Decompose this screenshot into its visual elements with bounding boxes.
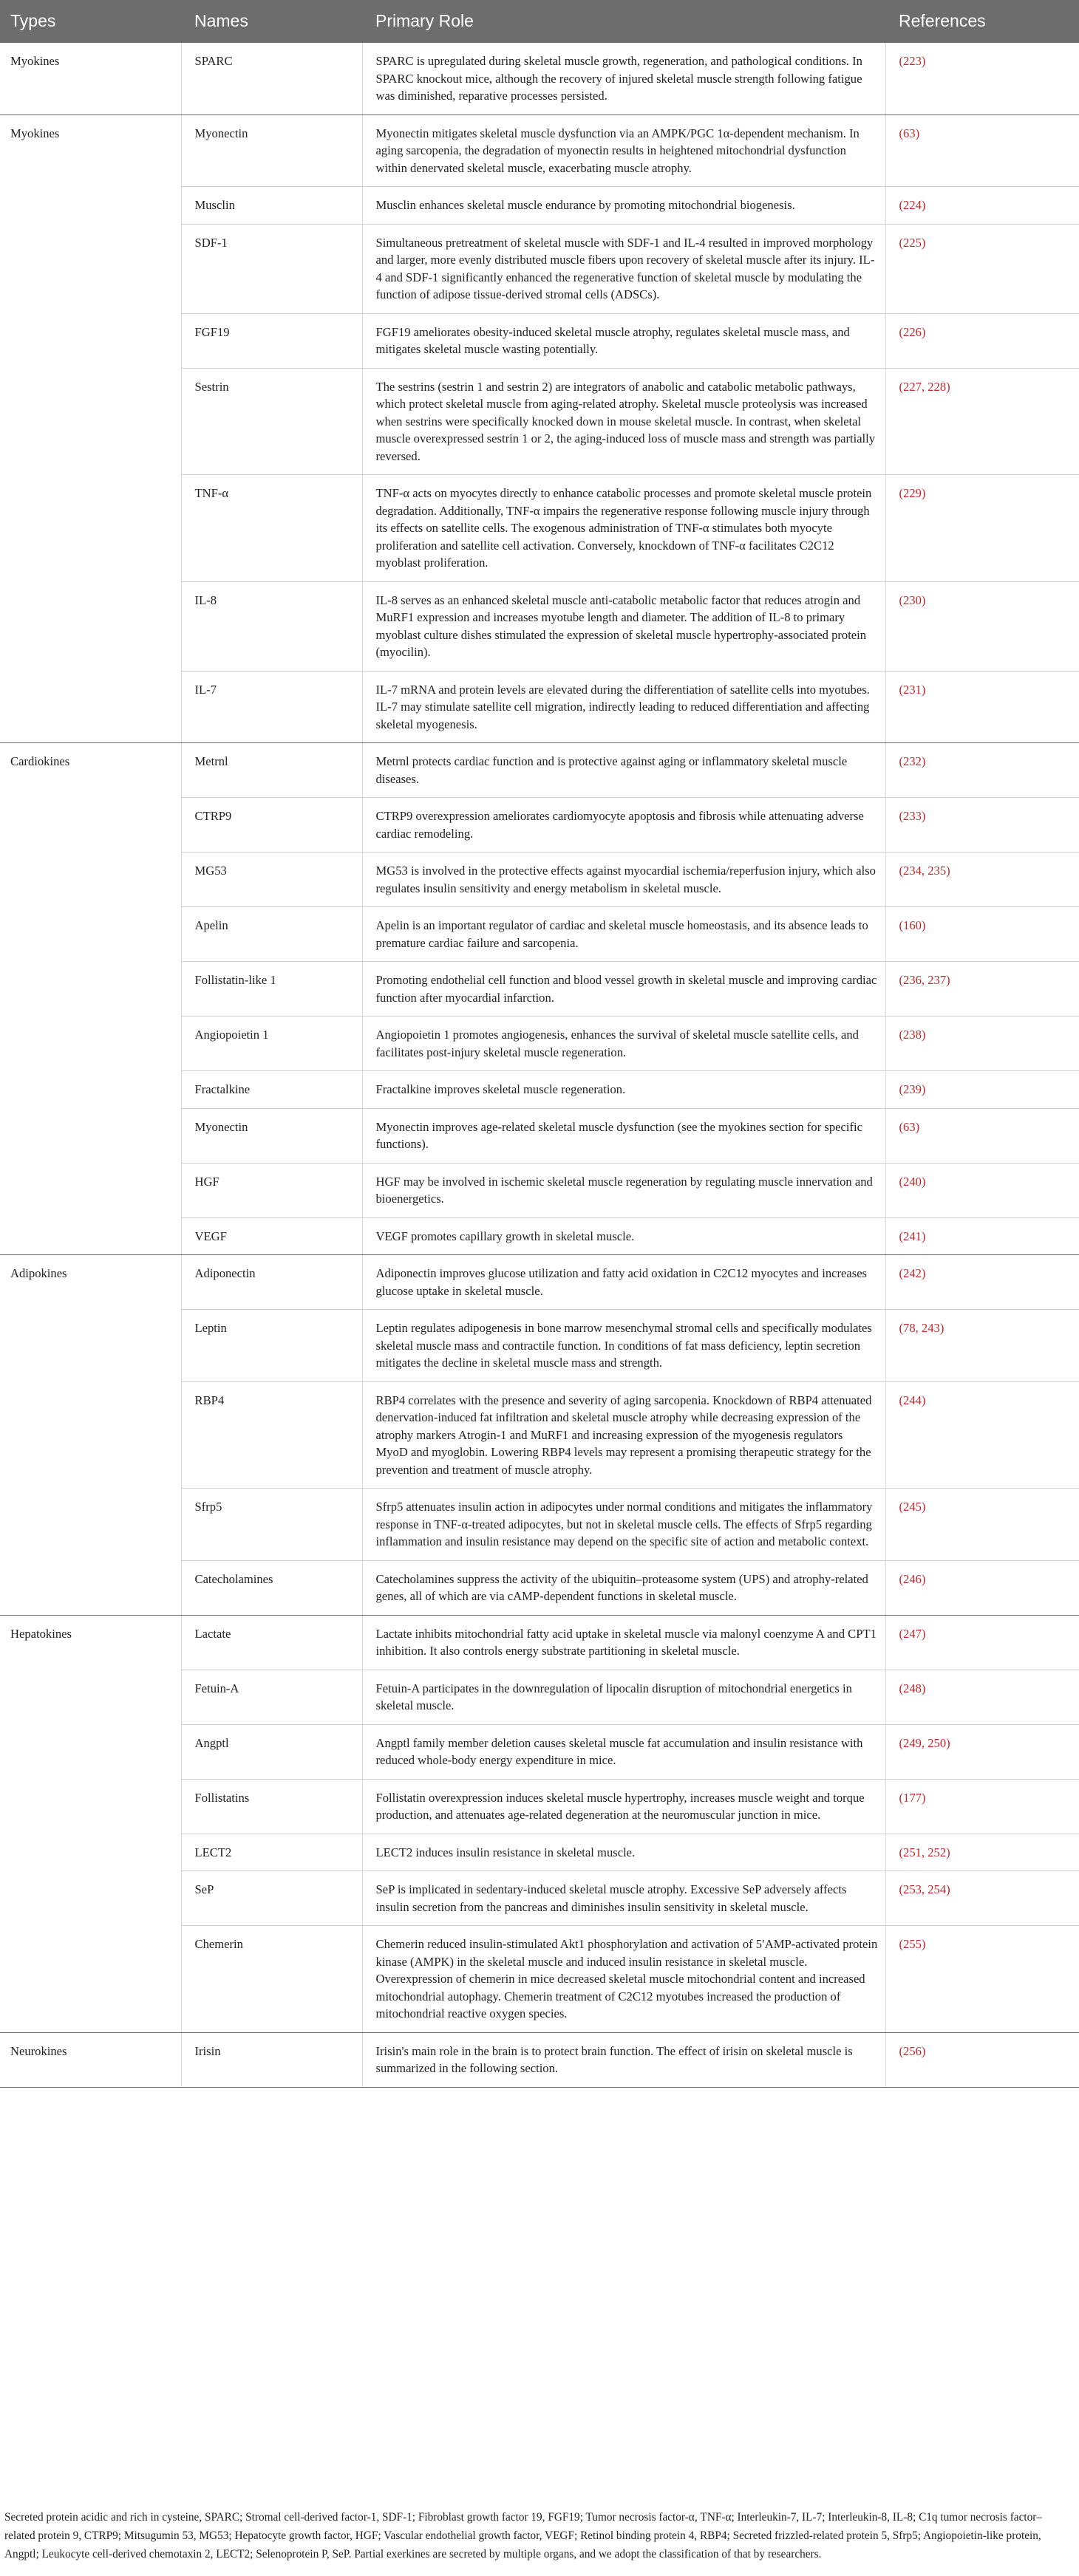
table-row	[0, 1255, 1079, 1310]
reference-link[interactable]: 255	[903, 1937, 922, 1951]
reference-list: (245)	[899, 1500, 926, 1514]
references-cell	[885, 581, 1079, 671]
primary-role-cell: Myonectin mitigates skeletal muscle dysfunction via an AMPK/PGC 1α-dependent mechanism. In aging sarcopenia, the degradation of myonectin results in heightened mitochondrial dysfunction within denervated skeletal muscle, exacerbating muscle atrophy.	[362, 115, 885, 187]
primary-role-cell: Follistatin overexpression induces skeletal muscle hypertrophy, increases muscle weight and torque production, and attenuates age-related degeneration at the neuromuscular junction in mice.	[362, 1779, 885, 1834]
primary-role-cell: SPARC is upregulated during skeletal muscle growth, regeneration, and pathological conditions. In SPARC knockout mice, although the recovery of injured skeletal muscle strength following fatigue was diminished, reparative processes persisted.	[362, 43, 885, 115]
reference-list: (234, 235)	[899, 864, 950, 878]
reference-list: (241)	[899, 1229, 926, 1243]
name-cell: Angiopoietin 1	[181, 1017, 362, 1071]
reference-list: (238)	[899, 1028, 926, 1042]
references-cell	[885, 1615, 1079, 1670]
reference-link[interactable]: 252	[927, 1845, 947, 1859]
reference-list: (223)	[899, 54, 926, 68]
reference-list: (253, 254)	[899, 1882, 950, 1896]
reference-link[interactable]: 235	[927, 864, 947, 878]
references-cell	[885, 115, 1079, 187]
name-cell: Sestrin	[181, 368, 362, 475]
header-primary-role: Primary Role	[362, 0, 885, 43]
references-cell	[885, 1670, 1079, 1724]
name-cell: Chemerin	[181, 1926, 362, 2033]
name-cell: Musclin	[181, 187, 362, 225]
references-cell	[885, 368, 1079, 475]
primary-role-cell: LECT2 induces insulin resistance in skeletal muscle.	[362, 1834, 885, 1871]
name-cell: Fractalkine	[181, 1071, 362, 1109]
reference-list: (247)	[899, 1626, 926, 1641]
name-cell: Follistatins	[181, 1779, 362, 1834]
primary-role-cell: Sfrp5 attenuates insulin action in adipocytes under normal conditions and mitigates the inflammatory response in TNF-α-treated adipocytes, but not in skeletal muscle cells. The effects of Sfrp5 regarding inflammation and insulin resistance may depend on the specific site of action and metabolic context.	[362, 1489, 885, 1561]
reference-list: (246)	[899, 1571, 926, 1586]
reference-list: (256)	[899, 2043, 926, 2058]
primary-role-cell: Promoting endothelial cell function and blood vessel growth in skeletal muscle and improving cardiac function after myocardial infarction.	[362, 962, 885, 1017]
name-cell: Catecholamines	[181, 1560, 362, 1615]
references-cell	[885, 1310, 1079, 1382]
reference-list: (232)	[899, 754, 926, 768]
reference-list: (244)	[899, 1393, 926, 1407]
reference-link[interactable]: 237	[927, 973, 947, 987]
reference-list: (225)	[899, 235, 926, 250]
name-cell: Irisin	[181, 2032, 362, 2087]
references-cell	[885, 743, 1079, 798]
reference-link[interactable]: 227	[903, 379, 922, 394]
name-cell: LECT2	[181, 1834, 362, 1871]
reference-link[interactable]: 177	[903, 1790, 922, 1805]
name-cell: IL-7	[181, 671, 362, 743]
reference-link[interactable]: 223	[903, 54, 922, 68]
references-cell	[885, 475, 1079, 582]
reference-link[interactable]: 232	[903, 754, 922, 768]
reference-link[interactable]: 244	[903, 1393, 922, 1407]
primary-role-cell: Catecholamines suppress the activity of the ubiquitin–proteasome system (UPS) and atrophy-related genes, all of which are via cAMP-dependent functions in skeletal muscle.	[362, 1560, 885, 1615]
reference-link[interactable]: 233	[903, 809, 922, 823]
primary-role-cell: Angiopoietin 1 promotes angiogenesis, enhances the survival of skeletal muscle satellite cells, and facilitates post-injury skeletal muscle regeneration.	[362, 1017, 885, 1071]
references-cell	[885, 187, 1079, 225]
references-cell	[885, 853, 1079, 907]
reference-link[interactable]: 78	[903, 1321, 916, 1335]
reference-list: (78, 243)	[899, 1321, 944, 1335]
references-cell	[885, 1163, 1079, 1217]
reference-link[interactable]: 63	[903, 126, 916, 140]
name-cell: Adiponectin	[181, 1255, 362, 1310]
references-cell	[885, 1017, 1079, 1071]
reference-link[interactable]: 242	[903, 1266, 922, 1280]
table-footnote: Secreted protein acidic and rich in cysteine, SPARC; Stromal cell-derived factor-1, SDF-1; Fibroblast growth factor 19, FGF19; Tumor necrosis factor-α, TNF-α; Interleukin-7, IL-7; Interleukin-8, IL-8; C1q tumor necrosis factor–related protein 9, CTRP9; Mitsugumin 53, MG53; Hepatocyte growth factor, HGF; Vascular endothelial growth factor, VEGF; Retinol binding protein 4, RBP4; Secreted frizzled-related protein 5, Sfrp5; Angiopoietin-like protein, Angptl; Leukocyte cell-derived chemotaxin 2, LECT2; Selenoprotein P, SeP. Partial exerkines are secreted by multiple organs, and we adopt the classification of that by researchers.	[4, 2511, 1043, 2560]
references-cell	[885, 1926, 1079, 2033]
name-cell: Follistatin-like 1	[181, 962, 362, 1017]
name-cell: Leptin	[181, 1310, 362, 1382]
header-names: Names	[181, 0, 362, 43]
name-cell: Metrnl	[181, 743, 362, 798]
primary-role-cell: IL-8 serves as an enhanced skeletal muscle anti-catabolic metabolic factor that reduces atrogin and MuRF1 expression and increases myotube length and diameter. The addition of IL-8 to primary myoblast culture dishes stimulated the expression of skeletal muscle hypertrophy-associated protein (myocilin).	[362, 581, 885, 671]
reference-link[interactable]: 226	[903, 324, 922, 339]
type-cell: Myokines	[0, 115, 181, 743]
name-cell: VEGF	[181, 1217, 362, 1255]
primary-role-cell: VEGF promotes capillary growth in skeletal muscle.	[362, 1217, 885, 1255]
references-cell	[885, 798, 1079, 853]
name-cell: Angptl	[181, 1724, 362, 1779]
reference-link[interactable]: 249	[903, 1735, 922, 1750]
primary-role-cell: Chemerin reduced insulin-stimulated Akt1 phosphorylation and activation of 5′AMP-activated protein kinase (AMPK) in the skeletal muscle and induced insulin resistance in skeletal muscle. Overexpression of chemerin in mice decreased skeletal muscle mitochondrial content and increased mitochondrial autophagy. Chemerin treatment of C2C12 myotubes increased the production of mitochondrial reactive oxygen species.	[362, 1926, 885, 2033]
reference-list: (236, 237)	[899, 973, 950, 987]
reference-list: (231)	[899, 682, 926, 697]
references-cell	[885, 1381, 1079, 1489]
reference-list: (63)	[899, 126, 920, 140]
reference-list: (160)	[899, 918, 926, 932]
name-cell: Sfrp5	[181, 1489, 362, 1561]
primary-role-cell: IL-7 mRNA and protein levels are elevated during the differentiation of satellite cells into myotubes. IL-7 may stimulate satellite cell migration, indirectly leading to reduced differentiation and affecting skeletal myogenesis.	[362, 671, 885, 743]
primary-role-cell: Fractalkine improves skeletal muscle regeneration.	[362, 1071, 885, 1109]
references-cell	[885, 1255, 1079, 1310]
type-cell: Adipokines	[0, 1255, 181, 1616]
primary-role-cell: Irisin's main role in the brain is to protect brain function. The effect of irisin on skeletal muscle is summarized in the following section.	[362, 2032, 885, 2087]
reference-link[interactable]: 243	[921, 1321, 940, 1335]
reference-link[interactable]: 225	[903, 235, 922, 250]
references-cell	[885, 962, 1079, 1017]
reference-list: (233)	[899, 809, 926, 823]
primary-role-cell: HGF may be involved in ischemic skeletal muscle regeneration by regulating muscle innervation and bioenergetics.	[362, 1163, 885, 1217]
reference-link[interactable]: 254	[927, 1882, 947, 1896]
primary-role-cell: RBP4 correlates with the presence and severity of aging sarcopenia. Knockdown of RBP4 attenuated denervation-induced fat infiltration and skeletal muscle atrophy while decreasing expression of the atrophy markers Atrogin-1 and MuRF1 and increasing expression of the myogenesis regulators MyoD and myoglobin. Lowering RBP4 levels may represent a promising therapeutic strategy for the prevention and treatment of muscle atrophy.	[362, 1381, 885, 1489]
reference-link[interactable]: 251	[903, 1845, 922, 1859]
references-cell	[885, 2032, 1079, 2087]
references-cell	[885, 1071, 1079, 1109]
references-cell	[885, 1217, 1079, 1255]
reference-link[interactable]: 230	[903, 592, 922, 607]
reference-link[interactable]: 231	[903, 682, 922, 697]
name-cell: SPARC	[181, 43, 362, 115]
reference-list: (177)	[899, 1790, 926, 1805]
type-cell: Hepatokines	[0, 1615, 181, 2032]
primary-role-cell: Angptl family member deletion causes skeletal muscle fat accumulation and insulin resistance with reduced whole-body energy expenditure in mice.	[362, 1724, 885, 1779]
name-cell: Lactate	[181, 1615, 362, 1670]
type-cell: Neurokines	[0, 2032, 181, 2087]
primary-role-cell: FGF19 ameliorates obesity-induced skeletal muscle atrophy, regulates skeletal muscle mass, and mitigates skeletal muscle wasting potentially.	[362, 313, 885, 368]
name-cell: SDF-1	[181, 224, 362, 313]
primary-role-cell: Lactate inhibits mitochondrial fatty acid uptake in skeletal muscle via malonyl coenzyme A and CPT1 inhibition. It also controls energy substrate partitioning in skeletal muscle.	[362, 1615, 885, 1670]
primary-role-cell: Simultaneous pretreatment of skeletal muscle with SDF-1 and IL-4 resulted in improved morphology and larger, more evenly distributed muscle fibers upon recovery of skeletal muscle after its injury. IL-4 and SDF-1 significantly enhanced the regenerative function of skeletal muscle by modulating the function of adipose tissue-derived stromal cells (ADSCs).	[362, 224, 885, 313]
primary-role-cell: SeP is implicated in sedentary-induced skeletal muscle atrophy. Excessive SeP adversely affects insulin secretion from the pancreas and diminishes insulin sensitivity in skeletal muscle.	[362, 1871, 885, 1926]
primary-role-cell: Myonectin improves age-related skeletal muscle dysfunction (see the myokines section for specific functions).	[362, 1108, 885, 1163]
type-cell: Myokines	[0, 43, 181, 115]
name-cell: FGF19	[181, 313, 362, 368]
name-cell: CTRP9	[181, 798, 362, 853]
name-cell: HGF	[181, 1163, 362, 1217]
table-row	[0, 115, 1079, 187]
references-cell	[885, 1871, 1079, 1926]
reference-list: (242)	[899, 1266, 926, 1280]
primary-role-cell: Metrnl protects cardiac function and is protective against aging or inflammatory skeletal muscle diseases.	[362, 743, 885, 798]
references-cell	[885, 224, 1079, 313]
reference-link[interactable]: 239	[903, 1082, 922, 1096]
primary-role-cell: Leptin regulates adipogenesis in bone marrow mesenchymal stromal cells and specifically modulates skeletal muscle mass and contractile function. In conditions of fat mass deficiency, leptin secretion mitigates the decline in skeletal muscle mass and strength.	[362, 1310, 885, 1382]
reference-list: (249, 250)	[899, 1735, 950, 1750]
table-row	[0, 743, 1079, 798]
reference-link[interactable]: 238	[903, 1028, 922, 1042]
reference-link[interactable]: 236	[903, 973, 922, 987]
primary-role-cell: TNF-α acts on myocytes directly to enhance catabolic processes and promote skeletal muscle protein degradation. Additionally, TNF-α impairs the regenerative response following muscle injury through its effects on satellite cells. The exogenous administration of TNF-α stimulates both myocyte proliferation and satellite cell activation. Conversely, knockdown of TNF-α facilitates C2C12 myoblast proliferation.	[362, 475, 885, 582]
reference-list: (224)	[899, 198, 926, 212]
reference-list: (239)	[899, 1082, 926, 1096]
reference-list: (230)	[899, 592, 926, 607]
reference-link[interactable]: 240	[903, 1174, 922, 1189]
reference-link[interactable]: 229	[903, 486, 922, 500]
table-row	[0, 43, 1079, 115]
type-cell: Cardiokines	[0, 743, 181, 1255]
reference-list: (227, 228)	[899, 379, 950, 394]
references-cell	[885, 907, 1079, 962]
name-cell: Apelin	[181, 907, 362, 962]
reference-list: (229)	[899, 486, 926, 500]
primary-role-cell: CTRP9 overexpression ameliorates cardiomyocyte apoptosis and fibrosis while attenuating adverse cardiac remodeling.	[362, 798, 885, 853]
primary-role-cell: Adiponectin improves glucose utilization and fatty acid oxidation in C2C12 myocytes and increases glucose uptake in skeletal muscle.	[362, 1255, 885, 1310]
table-row	[0, 2032, 1079, 2087]
name-cell: IL-8	[181, 581, 362, 671]
reference-list: (226)	[899, 324, 926, 339]
reference-list: (248)	[899, 1681, 926, 1695]
reference-link[interactable]: 234	[903, 864, 922, 878]
reference-link[interactable]: 250	[927, 1735, 947, 1750]
name-cell: Myonectin	[181, 1108, 362, 1163]
reference-list: (240)	[899, 1174, 926, 1189]
table-body	[0, 43, 1079, 2087]
header-types: Types	[0, 0, 181, 43]
reference-link[interactable]: 253	[903, 1882, 922, 1896]
primary-role-cell: Fetuin-A participates in the downregulation of lipocalin disruption of mitochondrial energetics in skeletal muscle.	[362, 1670, 885, 1724]
primary-role-cell: Apelin is an important regulator of cardiac and skeletal muscle homeostasis, and its absence leads to premature cardiac failure and sarcopenia.	[362, 907, 885, 962]
reference-link[interactable]: 256	[903, 2043, 922, 2058]
reference-link[interactable]: 241	[903, 1229, 922, 1243]
reference-list: (63)	[899, 1119, 920, 1134]
name-cell: MG53	[181, 853, 362, 907]
references-cell	[885, 671, 1079, 743]
reference-link[interactable]: 160	[903, 918, 922, 932]
table-row	[0, 1615, 1079, 1670]
reference-link[interactable]: 228	[927, 379, 947, 394]
primary-role-cell: The sestrins (sestrin 1 and sestrin 2) are integrators of anabolic and catabolic metabolic pathways, which protect skeletal muscle from aging-related atrophy. Skeletal muscle proteolysis was increased when sestrins were specifically knocked down in mouse skeletal muscle. In contrast, when skeletal muscle overexpressed sestrin 1 or 2, the aging-induced loss of muscle mass and strength was partially reversed.	[362, 368, 885, 475]
reference-link[interactable]: 248	[903, 1681, 922, 1695]
name-cell: SeP	[181, 1871, 362, 1926]
references-cell	[885, 1560, 1079, 1615]
reference-link[interactable]: 63	[903, 1119, 916, 1134]
references-cell	[885, 1108, 1079, 1163]
name-cell: Fetuin-A	[181, 1670, 362, 1724]
name-cell: TNF-α	[181, 475, 362, 582]
reference-list: (251, 252)	[899, 1845, 950, 1859]
name-cell: Myonectin	[181, 115, 362, 187]
reference-link[interactable]: 224	[903, 198, 922, 212]
reference-link[interactable]: 245	[903, 1500, 922, 1514]
reference-list: (255)	[899, 1937, 926, 1951]
primary-role-cell: MG53 is involved in the protective effects against myocardial ischemia/reperfusion injury, which also regulates insulin sensitivity and energy metabolism in skeletal muscle.	[362, 853, 885, 907]
references-cell	[885, 1834, 1079, 1871]
header-row	[0, 0, 1079, 43]
references-cell	[885, 313, 1079, 368]
name-cell: RBP4	[181, 1381, 362, 1489]
references-cell	[885, 43, 1079, 115]
references-cell	[885, 1489, 1079, 1561]
header-references: References	[885, 0, 1079, 43]
references-cell	[885, 1724, 1079, 1779]
reference-link[interactable]: 246	[903, 1571, 922, 1586]
primary-role-cell: Musclin enhances skeletal muscle endurance by promoting mitochondrial biogenesis.	[362, 187, 885, 225]
reference-link[interactable]: 247	[903, 1626, 922, 1641]
references-cell	[885, 1779, 1079, 1834]
